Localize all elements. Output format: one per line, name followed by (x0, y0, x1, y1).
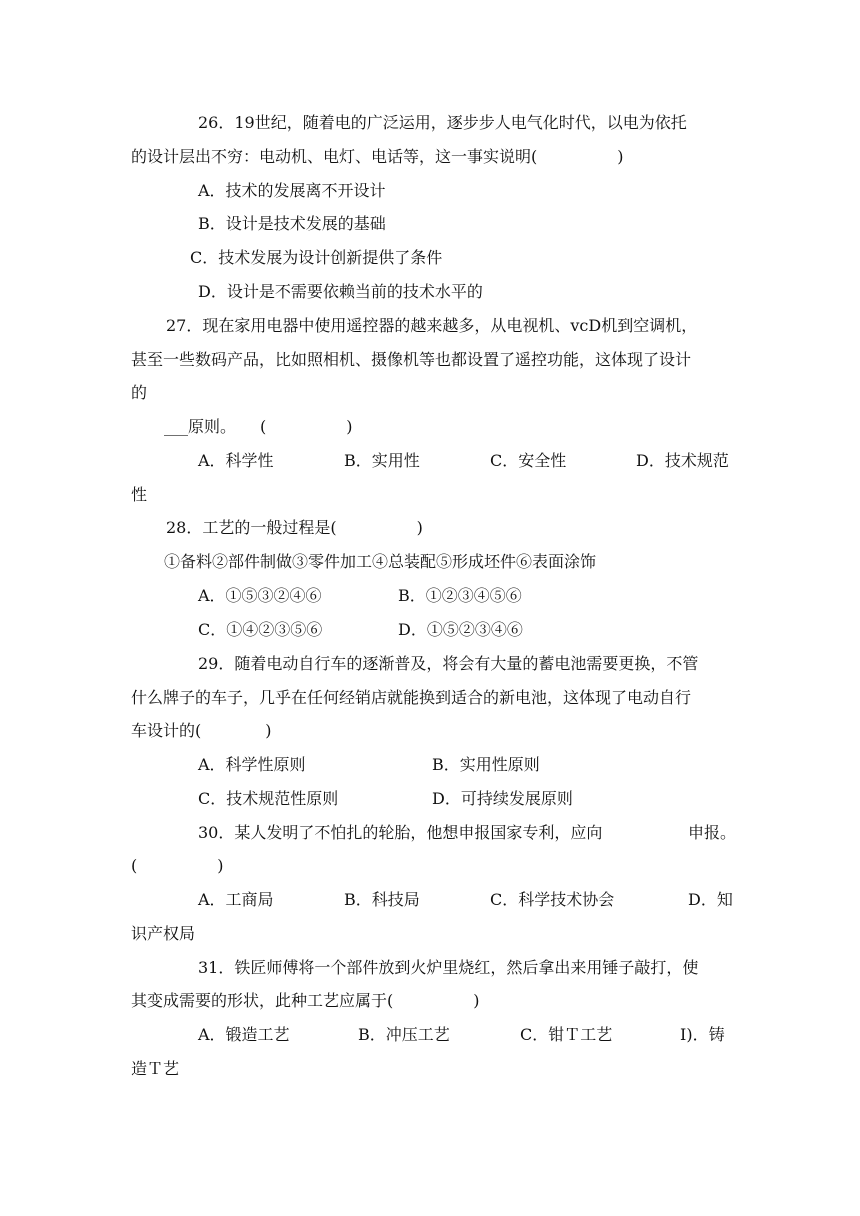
q27-option-c: C．安全性 (490, 451, 567, 470)
q31-option-d-cont: 造Ｔ艺 (131, 1059, 180, 1078)
q31-option-d: I)．铸 (680, 1025, 725, 1044)
q27-line-2: 甚至一些数码产品，比如照相机、摄像机等也都设置了遥控功能，这体现了设计 (131, 350, 692, 369)
q29-option-a: A．科学性原则 (198, 755, 306, 774)
q31-option-a: A．锻造工艺 (198, 1025, 290, 1044)
q30-line-1-end: 申报。 (688, 823, 737, 842)
q28-option-d: D．①⑤②③④⑥ (398, 620, 523, 639)
q26-option-c: C．技术发展为设计创新提供了条件 (190, 248, 443, 267)
q28-option-b: B．①②③④⑤⑥ (398, 586, 522, 605)
q30-option-d-cont: 识产权局 (131, 924, 196, 943)
q26-option-b: B．设计是技术发展的基础 (198, 214, 386, 233)
q29-line-2: 什么牌子的车子，几乎在任何经销店就能换到适合的新电池，这体现了电动自行 (131, 688, 692, 707)
q30-line-2: ( ) (131, 856, 224, 875)
q26-option-d: D．设计是不需要依赖当前的技术水平的 (198, 282, 483, 301)
q29-option-d: D．可持续发展原则 (432, 789, 573, 808)
q27-option-a: A．科学性 (198, 451, 274, 470)
q29-option-c: C．技术规范性原则 (198, 789, 339, 808)
q30-line-1: 30．某人发明了不怕扎的轮胎，他想申报国家专利，应向 (198, 823, 603, 842)
q31-option-b: B．冲压工艺 (358, 1025, 450, 1044)
q29-line-3: 车设计的( ) (131, 721, 272, 740)
q28-option-a: A．①⑤③②④⑥ (198, 586, 322, 605)
q26-line-1: 26．19世纪，随着电的广泛运用，逐步步人电气化时代，以电为依托 (198, 113, 687, 132)
q30-option-d: D．知 (688, 890, 733, 909)
q28-line-1: 28．工艺的一般过程是( ) (166, 518, 423, 537)
q31-line-2: 其变成需要的形状，此种工艺应属于( ) (131, 991, 480, 1010)
q28-steps: ①备料②部件制做③零件加工④总装配⑤形成坯件⑥表面涂饰 (164, 552, 597, 571)
q27-line-3: 的 (131, 383, 148, 402)
q27-option-b: B．实用性 (344, 451, 420, 470)
q28-option-c: C．①④②③⑤⑥ (198, 620, 323, 639)
q26-line-2: 的设计层出不穷：电动机、电灯、电话等，这一事实说明( ) (131, 147, 624, 166)
q27-option-d: D．技术规范 (636, 451, 729, 470)
q31-option-c: C．钳Ｔ工艺 (520, 1025, 613, 1044)
q29-line-1: 29．随着电动自行车的逐渐普及，将会有大量的蓄电池需要更换，不管 (198, 654, 699, 673)
q30-option-b: B．科技局 (344, 890, 420, 909)
q30-option-c: C．科学技术协会 (490, 890, 615, 909)
q27-line-1: 27．现在家用电器中使用遥控器的越来越多，从电视机、vcD机到空调机， (166, 316, 698, 335)
q27-option-d-cont: 性 (131, 485, 148, 504)
q26-option-a: A．技术的发展离不开设计 (198, 181, 386, 200)
q29-option-b: B．实用性原则 (432, 755, 540, 774)
q31-line-1: 31．铁匠师傅将一个部件放到火炉里烧红，然后拿出来用锤子敲打，使 (198, 958, 699, 977)
q27-line-4: ___原则。 ( ) (164, 417, 353, 436)
q30-option-a: A．工商局 (198, 890, 274, 909)
